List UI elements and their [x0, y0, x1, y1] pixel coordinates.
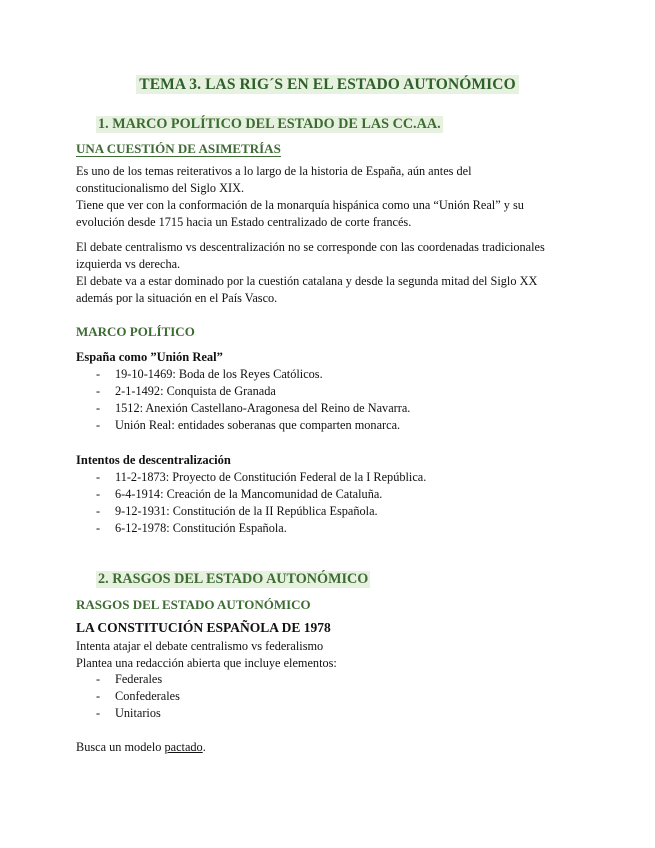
closing-line: [76, 739, 206, 756]
pactado-underlined: pactado: [164, 740, 203, 754]
list-item: - Unión Real: entidades soberanas que comparten monarca.: [96, 417, 410, 434]
list-item: - Federales: [96, 671, 180, 688]
body-line: Intenta atajar el debate centralismo vs federalismo: [76, 639, 324, 653]
paragraph-1-line: Tiene que ver con la conformación de la monarquía hispánica como una “Unión Real” y su: [76, 198, 524, 212]
list-item: - 6-4-1914: Creación de la Mancomunidad de Cataluña.: [96, 486, 426, 503]
paragraph-1-line: Es uno de los temas reiterativos a lo largo de la historia de España, aún antes del: [76, 164, 472, 178]
list-2-title: Intentos de descentralización: [76, 453, 231, 467]
list-union-real: [96, 366, 410, 434]
paragraph-1-line: constitucionalismo del Siglo XIX.: [76, 181, 245, 195]
subheading-rasgos: RASGOS DEL ESTADO AUTONÓMICO: [76, 597, 311, 612]
document-title-text: TEMA 3. LAS RIG´S EN EL ESTADO AUTONÓMICO: [136, 75, 518, 94]
list-item: - 6-12-1978: Constitución Española.: [96, 520, 426, 537]
paragraph-2-line: El debate centralismo vs descentralización no se corresponde con las coordenadas tradicionales: [76, 240, 545, 254]
subheading-asimetrias: [76, 141, 281, 157]
section-1-heading: 1. MARCO POLÍTICO DEL ESTADO DE LAS CC.AA.: [98, 116, 441, 132]
list-item: - Unitarios: [96, 705, 180, 722]
list-descentralizacion: [96, 469, 426, 537]
list-item: - Confederales: [96, 688, 180, 705]
paragraph-2: [76, 239, 576, 307]
list-elementos: [96, 671, 180, 722]
paragraph-2-line: además por la situación en el País Vasco.: [76, 291, 278, 305]
list-item: - 2-1-1492: Conquista de Granada: [96, 383, 410, 400]
list-1-title: España como ”Unión Real”: [76, 350, 223, 364]
list-item: - 11-2-1873: Proyecto de Constitución Federal de la I República.: [96, 469, 426, 486]
subheading-asimetrias-text: UNA CUESTIÓN DE ASIMETRÍAS: [76, 141, 281, 156]
list-item: - 9-12-1931: Constitución de la II República Española.: [96, 503, 426, 520]
document-title: [0, 76, 655, 94]
paragraph-2-line: izquierda vs derecha.: [76, 257, 181, 271]
subheading-constitucion: LA CONSTITUCIÓN ESPAÑOLA DE 1978: [76, 620, 331, 635]
paragraph-1-line: evolución desde 1715 hacia un Estado centralizado de corte francés.: [76, 215, 412, 229]
list-item: - 1512: Anexión Castellano-Aragonesa del Reino de Navarra.: [96, 400, 410, 417]
body-line: Plantea una redacción abierta que incluye elementos:: [76, 656, 337, 670]
subheading-marco-politico: MARCO POLÍTICO: [76, 324, 195, 339]
list-item: - 19-10-1469: Boda de los Reyes Católicos.: [96, 366, 410, 383]
paragraph-2-line: El debate va a estar dominado por la cuestión catalana y desde la segunda mitad del Siglo XX: [76, 274, 538, 288]
closing-suffix: .: [202, 740, 206, 754]
section-2-heading: 2. RASGOS DEL ESTADO AUTONÓMICO: [98, 571, 369, 587]
closing-prefix: Busca un modelo: [76, 740, 165, 754]
paragraph-1: [76, 163, 576, 231]
